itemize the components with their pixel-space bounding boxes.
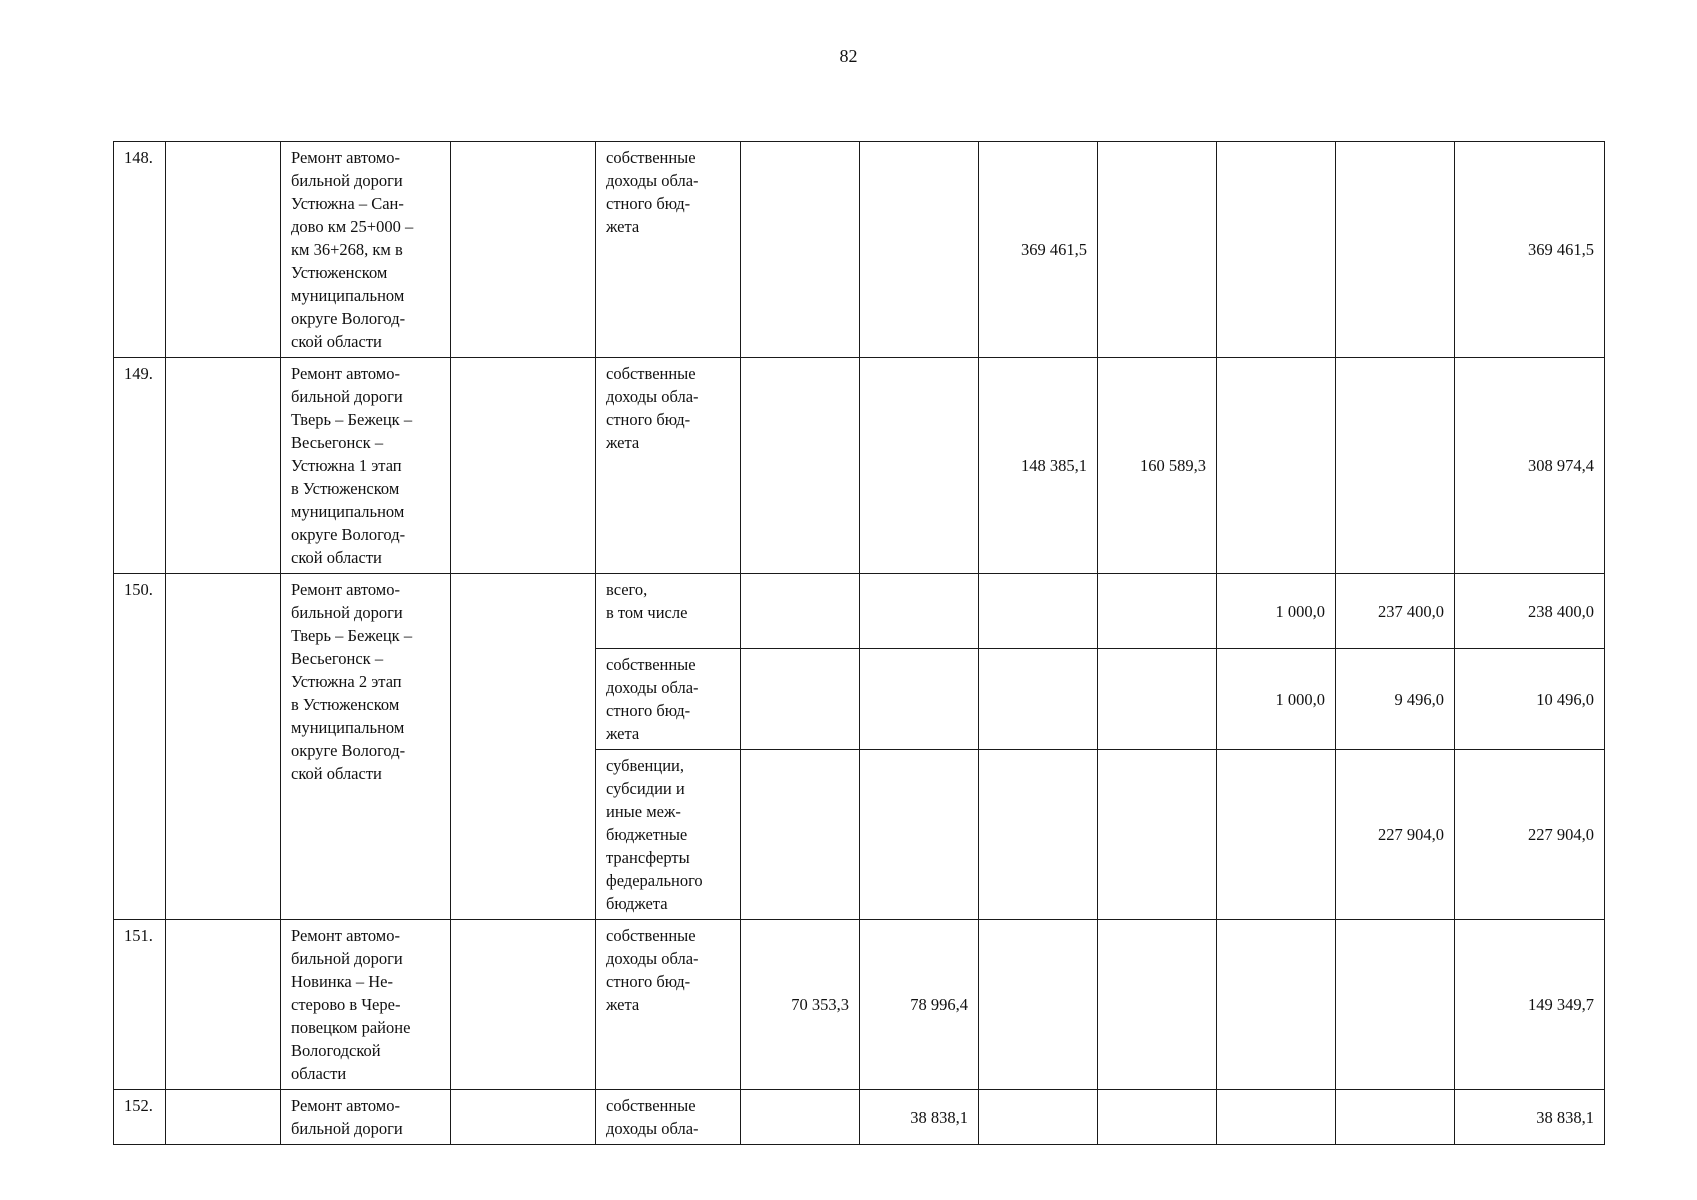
- amount-cell: [1098, 750, 1217, 920]
- amount-cell: 160 589,3: [1098, 358, 1217, 574]
- amount-cell: [979, 649, 1098, 750]
- amount-cell: [1336, 142, 1455, 358]
- empty-cell: [166, 574, 281, 920]
- amount-cell: [1217, 920, 1336, 1090]
- row-number: 152.: [114, 1090, 166, 1145]
- empty-cell: [166, 142, 281, 358]
- amount-cell: [1217, 1090, 1336, 1145]
- amount-cell: 227 904,0: [1455, 750, 1605, 920]
- amount-cell: [979, 920, 1098, 1090]
- amount-cell: 38 838,1: [1455, 1090, 1605, 1145]
- budget-table: [113, 141, 1605, 1145]
- amount-cell: [1098, 142, 1217, 358]
- amount-cell: [741, 574, 860, 649]
- amount-cell: [1217, 358, 1336, 574]
- amount-cell: 237 400,0: [1336, 574, 1455, 649]
- table-row: [114, 142, 1605, 358]
- funding-source: собственные доходы обла- стного бюд- жета: [596, 920, 741, 1090]
- row-number: 148.: [114, 142, 166, 358]
- amount-cell: [741, 358, 860, 574]
- empty-cell: [451, 142, 596, 358]
- amount-cell: [860, 750, 979, 920]
- object-name: Ремонт автомо- бильной дороги Тверь – Бежецк – Весьегонск – Устюжна 1 этап в Устюженском муниципальном округе Вологод- ской области: [281, 358, 451, 574]
- amount-cell: [860, 142, 979, 358]
- amount-cell: 78 996,4: [860, 920, 979, 1090]
- amount-cell: 9 496,0: [1336, 649, 1455, 750]
- funding-source: собственные доходы обла- стного бюд- жета: [596, 358, 741, 574]
- amount-cell: [1336, 358, 1455, 574]
- table-row: [114, 1090, 1605, 1145]
- funding-source: собственные доходы обла- стного бюд- жета: [596, 649, 741, 750]
- amount-cell: [1336, 1090, 1455, 1145]
- amount-cell: 1 000,0: [1217, 574, 1336, 649]
- empty-cell: [451, 574, 596, 920]
- funding-source: субвенции, субсидии и иные меж- бюджетные трансферты федерального бюджета: [596, 750, 741, 920]
- amount-cell: [1098, 920, 1217, 1090]
- amount-cell: [741, 649, 860, 750]
- amount-cell: [1217, 750, 1336, 920]
- row-number: 150.: [114, 574, 166, 920]
- amount-cell: [860, 358, 979, 574]
- funding-source: всего, в том числе: [596, 574, 741, 649]
- table-body: [114, 142, 1605, 1145]
- amount-cell: 369 461,5: [979, 142, 1098, 358]
- object-name: Ремонт автомо- бильной дороги: [281, 1090, 451, 1145]
- object-name: Ремонт автомо- бильной дороги Тверь – Бежецк – Весьегонск – Устюжна 2 этап в Устюженском муниципальном округе Вологод- ской области: [281, 574, 451, 920]
- empty-cell: [451, 358, 596, 574]
- amount-cell: 369 461,5: [1455, 142, 1605, 358]
- amount-cell: 149 349,7: [1455, 920, 1605, 1090]
- empty-cell: [451, 1090, 596, 1145]
- table-row: [114, 574, 1605, 649]
- row-number: 149.: [114, 358, 166, 574]
- object-name: Ремонт автомо- бильной дороги Устюжна – Сан- дово км 25+000 – км 36+268, км в Устюженском муниципальном округе Вологод- ской области: [281, 142, 451, 358]
- amount-cell: [1336, 920, 1455, 1090]
- funding-source: собственные доходы обла-: [596, 1090, 741, 1145]
- empty-cell: [451, 920, 596, 1090]
- page-number: 82: [839, 46, 858, 66]
- amount-cell: 38 838,1: [860, 1090, 979, 1145]
- amount-cell: 1 000,0: [1217, 649, 1336, 750]
- amount-cell: [860, 649, 979, 750]
- table-row: [114, 920, 1605, 1090]
- table-row: [114, 358, 1605, 574]
- funding-source: собственные доходы обла- стного бюд- жета: [596, 142, 741, 358]
- amount-cell: 70 353,3: [741, 920, 860, 1090]
- amount-cell: [1098, 649, 1217, 750]
- amount-cell: 238 400,0: [1455, 574, 1605, 649]
- empty-cell: [166, 920, 281, 1090]
- amount-cell: 148 385,1: [979, 358, 1098, 574]
- amount-cell: [1098, 574, 1217, 649]
- amount-cell: [1098, 1090, 1217, 1145]
- amount-cell: [979, 574, 1098, 649]
- amount-cell: [860, 574, 979, 649]
- amount-cell: [979, 750, 1098, 920]
- row-number: 151.: [114, 920, 166, 1090]
- amount-cell: [741, 1090, 860, 1145]
- empty-cell: [166, 358, 281, 574]
- amount-cell: [979, 1090, 1098, 1145]
- amount-cell: 227 904,0: [1336, 750, 1455, 920]
- amount-cell: [741, 142, 860, 358]
- object-name: Ремонт автомо- бильной дороги Новинка – Не- стерово в Чере- повецком районе Вологодской области: [281, 920, 451, 1090]
- amount-cell: [1217, 142, 1336, 358]
- amount-cell: [741, 750, 860, 920]
- empty-cell: [166, 1090, 281, 1145]
- amount-cell: 10 496,0: [1455, 649, 1605, 750]
- amount-cell: 308 974,4: [1455, 358, 1605, 574]
